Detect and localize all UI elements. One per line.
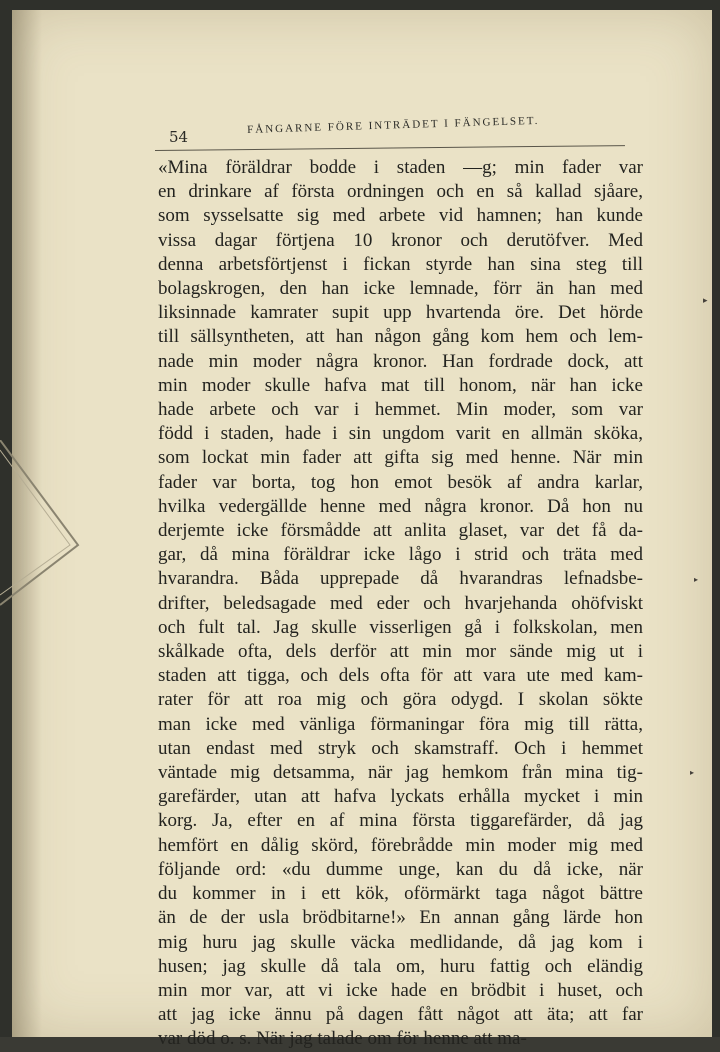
- text-line: skålkade ofta, dels derför att min mor sände mig ut i: [158, 641, 643, 663]
- text-line: nade min moder några kronor. Han fordrade dock, att: [158, 350, 643, 372]
- text-line: gar, då mina föräldrar icke lågo i strid och träta med: [158, 544, 643, 566]
- margin-speck: ▸: [703, 296, 708, 306]
- text-line: utan endast med stryk och skamstraff. Och i hemmet: [158, 737, 643, 759]
- text-line: bolagskrogen, den han icke lemnade, förr än han med: [158, 278, 643, 300]
- text-line: du kommer in i ett kök, oförmärkt taga något bättre: [158, 883, 643, 905]
- text-line: min mor var, att vi icke hade en brödbit i huset, och: [158, 979, 643, 1001]
- page-header: [155, 114, 625, 154]
- text-line: var död o. s. När jag talade om för henne att ma-: [158, 1028, 527, 1050]
- text-line: och fult tal. Jag skulle visserligen gå i folkskolan, men: [158, 616, 643, 638]
- text-line: mig huru jag skulle väcka medlidande, då jag kom i: [158, 931, 643, 953]
- text-line: till sällsyntheten, att han någon gång kom hem och lem-: [158, 326, 643, 348]
- text-line: fader var borta, tog hon emot besök af andra karlar,: [158, 471, 643, 493]
- margin-speck: ▸: [694, 575, 699, 584]
- paper-fold-mark: [0, 440, 90, 620]
- text-line: korg. Ja, efter en af mina första tiggarefärder, då jag: [158, 810, 643, 832]
- text-line: derjemte icke försmådde att anlita glaset, var det få da-: [158, 520, 643, 542]
- margin-speck: ▸: [690, 768, 695, 777]
- text-line: en drinkare af första ordningen och en så kallad sjåare,: [158, 181, 643, 203]
- text-line: följande ord: «du dumme unge, kan du då icke, när: [158, 858, 643, 880]
- text-line: denna arbetsförtjenst i fickan styrde han sina steg till: [158, 253, 643, 275]
- running-head: FÅNGARNE FÖRE INTRÄDET I FÄNGELSET.: [247, 114, 540, 136]
- text-line: «Mina föräldrar bodde i staden —g; min fader var: [158, 157, 643, 178]
- body-text: [158, 156, 643, 1052]
- page-number: 54: [169, 128, 189, 146]
- text-line: vissa dagar förtjena 10 kronor och derutöfver. Med: [158, 229, 643, 251]
- text-line: att jag icke ännu på dagen fått något att äta; att far: [158, 1004, 643, 1026]
- text-line: hvarandra. Båda upprepade då hvarandras lefnadsbe-: [158, 568, 643, 590]
- text-line: född i staden, hade i sin ungdom varit en allmän sköka,: [158, 423, 643, 445]
- text-line: staden att tigga, och dels ofta för att vara ute med kam-: [158, 665, 643, 687]
- text-line: hemfört en dålig skörd, förebrådde min moder mig med: [158, 834, 643, 856]
- text-line: liksinnade kamrater supit upp hvartenda öre. Det hörde: [158, 302, 643, 324]
- text-line: som sysselsatte sig med arbete vid hamnen; han kunde: [158, 205, 643, 227]
- text-line: husen; jag skulle då tala om, huru fattig och eländig: [158, 955, 643, 977]
- text-line: min moder skulle hafva mat till honom, när han icke: [158, 374, 643, 396]
- text-line: väntade mig detsamma, när jag hemkom från mina tig-: [158, 762, 643, 784]
- text-line: hvilka vedergällde henne med några kronor. Då hon nu: [158, 495, 643, 517]
- text-line: rater för att roa mig och göra odygd. I skolan sökte: [158, 689, 643, 711]
- text-line: som lockat min fader att gifta sig med henne. När min: [158, 447, 643, 469]
- text-line: drifter, beledsagade med eder och hvarjehanda ohöfviskt: [158, 592, 643, 614]
- header-rule: [155, 145, 625, 151]
- text-line: man icke med vänliga förmaningar föra mig till rätta,: [158, 713, 643, 735]
- text-line: garefärder, utan att hafva lyckats erhålla mycket i min: [158, 786, 643, 808]
- text-line: hade arbete och var i hemmet. Min moder, som var: [158, 399, 643, 421]
- text-line: än de der usla brödbitarne!» En annan gång lärde hon: [158, 907, 643, 929]
